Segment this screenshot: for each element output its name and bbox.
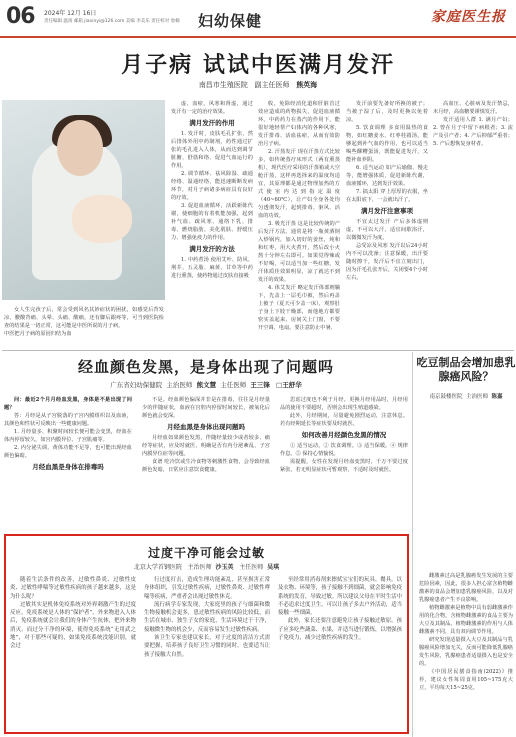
paragraph: 月经血如果颜色发黑，伴随经量较少或者较多、痛经等症状，应及时就医，明确是否有内分泌紊乱、子宫内膜异位症等问题。: [142, 435, 270, 457]
byline-org: 南京鼓楼医院: [429, 394, 463, 400]
byline-name: 熊文慧: [196, 381, 217, 389]
subheading: 月经血黑是身体在排毒吗: [32, 463, 104, 471]
subheading: 满月发汗注意事项: [361, 207, 413, 215]
paragraph: 2. 汗蒸发汗 现在汗蒸方式比较多，如传统蒸疗床形式（两有熏蒸机），现代医疗采用的汗蒸箱或大空舱汗蒸，这样再选择来的温度均适宜，其原理都是通过物理加热的方式使室内达到指定温度（40~60℃），让产妇全身各处均匀透彻发汗，起到排毒、驱风、活血的功效。: [258, 149, 340, 219]
paragraph: 随着生活条件的改善，过敏性鼻炎、过敏性皮炎、过敏性哮喘等过敏性疾病的孩子越来越多，这是为什么呢？: [10, 577, 136, 600]
article-byline-soy: [416, 392, 516, 400]
subheading: 如何改善月经颜色发黑的情况: [301, 431, 387, 439]
article-column: [4, 396, 132, 474]
paragraph: 发汗适用人群 1. 满月产妇；2. 曾在月子中留下病根者；3. 流产及引产者；4. 产后抑郁严重者；5. 产后想恢复身材者。: [433, 117, 513, 147]
paragraph: 收，免除经消化道和肝脏首过效应造成的药物损失，促进血液循环。中药药力在蒸汽的作用下，能很好地轻帮产妇体内的各种风寒，发汗排毒、活血祛瘀，从而有效防治月子病。: [258, 101, 340, 147]
paragraph: 该卫生专家也建议家长，对于过度的清洁方式需要把握，培养孩子良好卫生习惯的同时，也要适当让孩子接触大自然。: [144, 635, 270, 658]
page-header: [0, 0, 516, 38]
article-column: [4, 306, 164, 338]
section-divider: [2, 350, 514, 351]
paragraph: 此外，家长还要注意避免让孩子接触过敏原，孩子应多吃些蔬菜、水果，并适当进行锻炼，以增强孩子免疫力，减少过敏性疾病的发生。: [278, 618, 402, 642]
page-number: 06: [6, 4, 35, 29]
paragraph: 1. 月经量多、积聚时间较长便可能会变黑，经血在体内停留较久，如宫内膜异位、子宫肌瘤等。: [4, 429, 132, 443]
photo-baby: [72, 195, 132, 243]
paragraph: 思虑过度也不利于月经。更换月经用品时，月经用品的使用不要超时，否则会出现生殖道感染。: [280, 397, 408, 411]
mother-baby-photo: [2, 100, 165, 300]
paragraph: 食谱 吃冷饮或生冷食物等刺激性食物，会导致经血颜色发暗，日常应注意饮食健康。: [142, 459, 270, 473]
highlighted-article-box: [4, 534, 409, 734]
article-column: [142, 396, 270, 474]
paragraph: 《中国居民膳食指南(2022)》推荐，建议女性每周食用105~175克大豆，平均每天15~25克。: [419, 669, 513, 691]
paragraph: 1. 发汗时，皮肤毛孔扩张，然后排体外用中药制剂，药性通过扩张的毛孔进入人体，从而达到调节脏腑、舒筋和络、促进气血运行的作用。: [171, 131, 253, 169]
paragraph: 至经常用消毒剂来擦拭宝宝们的玩具、餐具，以及衣物、环境等，孩子接触不到细菌，就会影响免疫系统的发育，导致过敏。所以建议父母在平时生活中不必追求过度卫生，可以让孩子多去户外活动，适当接触一些细菌。: [278, 577, 402, 617]
byline-name: 陈嘉: [491, 394, 503, 400]
paragraph: ① 适当运动。② 饮食调理。③ 适当保暖。④ 规律作息。⑤ 保持心情愉悦。: [280, 443, 408, 457]
article-title-soy: 吃豆制品会增加患乳腺癌风险？: [416, 356, 516, 383]
article-byline-allergy: [6, 562, 407, 571]
subheading: 月经血黑是身体出现问题吗: [167, 423, 245, 431]
column-divider: [412, 352, 413, 737]
question-paragraph: 问：最近2个月月经血发黑，身体是不是出现了问题？: [4, 397, 132, 411]
article-column: [278, 576, 402, 642]
paragraph: 答：月经是从子宫脱落的子宫内膜组织以及血液，其颜色和性状可反映出一些健康问题。: [4, 413, 132, 427]
paragraph: 2. 调节循环、祛风除湿、疏通经络、温通经络，能迅速断断发病环节，对月子病诸多病症具有良好的疗效。: [171, 171, 253, 201]
paragraph: 研究发现适量摄入大豆及其制品与乳腺癌风险增加无关，反而可能降低乳腺癌发生风险，乳腺癌患者适量摄入也是安全的。: [419, 637, 513, 667]
photo-face: [57, 120, 103, 176]
article-column: [346, 100, 428, 282]
article-column: [144, 576, 270, 659]
newspaper-logo: 家庭医生报: [431, 9, 506, 25]
paragraph: 女人生完孩子后，常会受到风名其妙症状的困扰，如感觉后背发凉、腰酸背痛、头晕、头痛、酸痛，还有脚后跟疼等，可当到医院检查的结果是一切正常，这可能是中医所说的月子病。 中医把月子病的原因归结为血: [4, 307, 164, 337]
byline-name: 熊英海: [296, 80, 318, 89]
paragraph: 不宜太过发汗 产后多体虚则虚，不可以大汗，适宜间歇浴汗，以微微发汗为度。: [346, 219, 428, 241]
article-column: [280, 396, 408, 474]
byline-name: □王舒华: [276, 381, 302, 389]
article-column: [433, 100, 513, 148]
paragraph: 流行病学专家发现，大家庭里的孩子与细菌和微生物接触机会更多，患过敏性疾病的风险比较低，而生活在城市、独生子女的家庭，生活环境过于干净，接触微生物的机会少，反而容易发生过敏性疾病。: [144, 601, 270, 633]
byline-name: 吴琪: [267, 564, 280, 571]
article-column: [171, 100, 253, 280]
byline-org: 南昌市生殖医院: [198, 81, 248, 89]
paragraph: 1. 中药煮汤 使用艾叶、防风、荆芥、五灵脂、麻黄、甘草等中药进行熏蒸，使药物通过皮肤直接吸: [171, 257, 253, 279]
editorial-staff: 责任编辑 温靖 邮箱 jiaxinyi@126.com 美编 李美乐 责任校对 詹楠: [44, 19, 180, 24]
byline-role: 主任医师: [220, 381, 247, 389]
paragraph: 4. 体艾发汗 略定发汗体部则躺下，先盖上一层毛巾被，然后再盖上被子（夏天可少盖一床），观察肚子身上下肢干燥部，而他地方都要密实盖起来，房间关上门窗，不要开空调、电扇。要注意防止中暑、: [258, 285, 340, 331]
paragraph: 行过度打击，造成生理功能紊乱，甚至损害正常身体组织，引发过敏性疾病，过敏性鼻炎、过敏性哮喘等疾病，严重者会出现过敏性休克。: [144, 577, 270, 600]
article-column: [10, 576, 136, 651]
paragraph: 雌激素过高是乳腺癌发生发展的主要危险因素，因此，很多人担心富含植物雌激素的食品会增加患乳腺癌风险，以及对乳腺癌患者产生不良影响。: [419, 573, 513, 603]
paragraph: 发汗前要先备好所换的被子；当被子湿了后，及时更换以免着凉。: [346, 101, 428, 123]
byline-role: 主治医师: [166, 381, 193, 389]
article-byline-menstrual: [0, 380, 412, 389]
paragraph: 3. 促进血液循环，活跃新陈代谢，使细胞的有着机能加强，起到补气血、疏风寒、通络下乳、排毒、燃烧脂肪、美化肌肤、舒缓压力、增强免疫力的作用。: [171, 203, 253, 241]
byline-role: 主任医师: [239, 564, 264, 571]
paragraph: 7. 搞太阳 穿上厚厚的衣服，坐在太阳底下，一会就出汗了。: [346, 189, 428, 203]
subheading: 满月发汗的方法: [189, 245, 235, 253]
byline-name: 王三锋: [250, 381, 270, 389]
paragraph: 3. 吸光汗蒸 这是比较传统的产后发汗方法。通常是将一瓶黄酒倒入炒锅内，加入切好的姜丝，炖和和红枣，用大火煮开，然后改小火熬十分钟左右即可。如果觉得辣或不好喝，可以适当加一些红糖，发汗体质佳效果明显，凉了就达不到发汗的效果。: [258, 221, 340, 283]
article-column: [258, 100, 340, 332]
paragraph: 不是。经血颜色偏深并非是在排毒，往往是月经量少的伴随症状，血液在宫腔内停留时间较长，被氧化后颜色就会变深。: [142, 397, 270, 419]
paragraph: 需提醒，女性在发现月经血变黑时，千万不要过度紧张，若无明显症状可暂观察，不适时及时就医。: [280, 459, 408, 473]
article-title-allergy: 过度干净可能会过敏: [147, 546, 265, 560]
byline-role: 主治医师: [465, 394, 488, 400]
paragraph: 忌受凉及风寒 发汗以后24小时内不可以洗澡；注意保暖，出汗要随时擦干，发汗后不宜立刻出门，因为汗毛孔张开后，关闭要4个小时左右。: [346, 243, 428, 281]
byline-org: 广东省妇幼保健院: [110, 381, 163, 389]
paragraph: 此外，月经期间，尽量避免剧烈运动，注意休息。若有经期延长等症状要及时就医。: [280, 413, 408, 427]
paragraph: 2. 内分泌失调、黄体功能不足等，也可能出现经血颜色偏暗。: [4, 445, 132, 459]
header-rule: [0, 36, 516, 38]
byline-role: 主治医师: [187, 564, 212, 571]
article-byline-postpartum: [0, 80, 516, 90]
subheading: 满月发汗的作用: [189, 119, 235, 127]
article-title-postpartum: 月子病 试试中医满月发汗: [121, 52, 395, 78]
paragraph: 虚、血瘀，风寒和肾虚，通过发汗有一定的治疗效果。: [171, 101, 253, 115]
article-column: [419, 572, 513, 692]
byline-role: 副主任医师: [254, 81, 290, 89]
byline-name: 沙玉英: [215, 564, 234, 571]
paragraph: 过敏其实是机体免疫系统对外界刺激产生的过度反应。免疫系统是人体的“保护者”，外来物进入人体后，免疫系统就会让我们的身体产生抗体，把外来物消灭。而过分干净的环境，使得免疫系统“无用武之地”，对于那些可疑的，如果免疫系统没能识别，就会过: [10, 601, 136, 650]
byline-org: 北京大学首钢医院: [133, 564, 182, 571]
issue-date: 2024年 12月 16日: [44, 10, 97, 17]
paragraph: 5. 饮食调理 多食用温热的食物，如红糖姜水、红枣桂圆汤，能够起到补气血的作用，也可以适当喝些醪糟蛋汤，既能促进发汗，又能补血养阴。: [346, 125, 428, 163]
article-title-menstrual: 经血颜色发黑，是身体出现了问题吗: [77, 358, 334, 376]
paragraph: 6. 适当运动 如产后瑜伽、慢走等，能增强体质，促进新陈代谢，血液循环，达到发汗效果。: [346, 165, 428, 187]
paragraph: 植物雌激素是植物中具有弱雌激素作用的化合物，含植物雌激素的食品主要为大豆及其制品。植物雌激素的作用与人体雌激素不同，具有双向调节作用。: [419, 605, 513, 635]
paragraph: 高血压、心脏病及发汗禁忌，未月经，高血糖要谨慎发汗。: [433, 101, 513, 115]
section-title: 妇幼保健: [198, 12, 263, 30]
